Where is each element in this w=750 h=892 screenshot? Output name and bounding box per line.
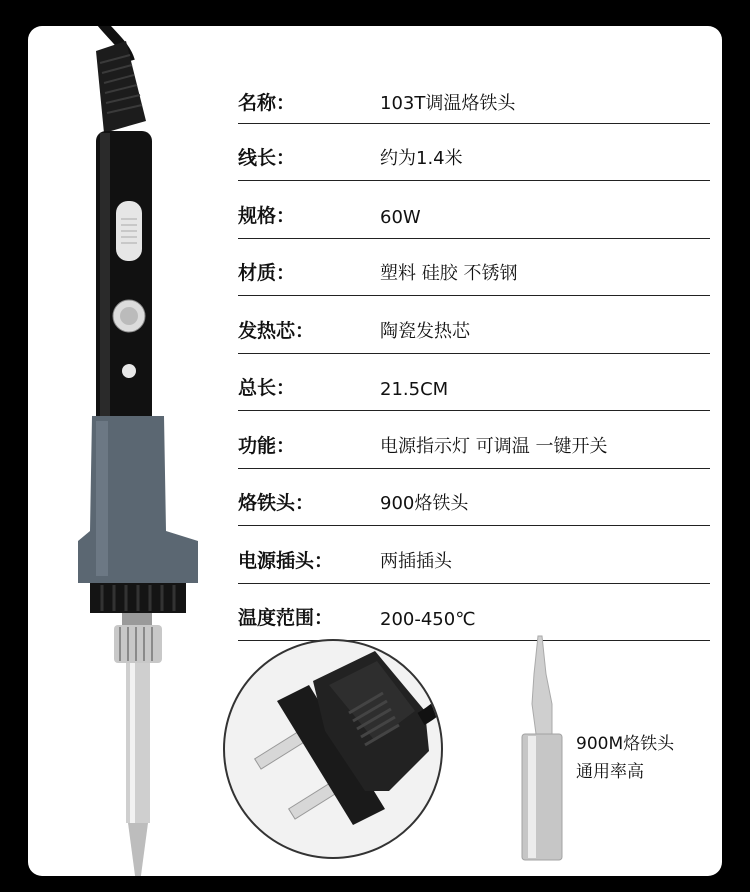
two-pin-plug-icon — [225, 641, 441, 857]
spec-value: 200-450℃ — [380, 609, 476, 630]
spec-value: 两插插头 — [380, 550, 452, 572]
spec-row-total-length — [238, 354, 710, 412]
spec-row-plug — [238, 526, 710, 584]
spec-row-material — [238, 239, 710, 297]
spec-value: 约为1.4米 — [380, 148, 463, 169]
soldering-tip-image — [516, 634, 568, 864]
spec-row-power — [238, 181, 710, 239]
tip-caption — [576, 730, 674, 786]
spec-value: 塑料 硅胶 不锈钢 — [380, 263, 518, 284]
spec-label: 烙铁头： — [238, 492, 315, 514]
spec-label: 总长： — [238, 377, 296, 399]
spec-row-name — [238, 66, 710, 124]
spec-label: 功能： — [238, 434, 296, 457]
spec-row-heating-core — [238, 296, 710, 354]
spec-label: 电源插头： — [238, 549, 334, 572]
spec-label: 发热芯： — [238, 319, 315, 342]
tip-caption-line1: 900M烙铁头 — [576, 734, 675, 754]
spec-row-tip — [238, 469, 710, 527]
soldering-iron-image — [74, 26, 214, 876]
spec-label: 规格： — [238, 204, 296, 227]
spec-label: 材质： — [238, 262, 296, 284]
spec-value: 陶瓷发热芯 — [380, 320, 470, 342]
spec-row-cable-length — [238, 124, 710, 182]
spec-row-temperature — [238, 584, 710, 642]
spec-value: 21.5CM — [380, 379, 449, 400]
spec-value: 60W — [380, 206, 421, 228]
spec-label: 名称： — [238, 91, 296, 114]
spec-table — [238, 66, 710, 641]
spec-value: 900烙铁头 — [380, 493, 469, 514]
spec-row-function — [238, 411, 710, 469]
tip-caption-line2: 通用率高 — [576, 762, 644, 782]
spec-value: 103T调温烙铁头 — [380, 92, 516, 114]
spec-label: 温度范围： — [238, 607, 334, 629]
product-card — [28, 26, 722, 876]
plug-image — [223, 639, 443, 859]
spec-label: 线长： — [238, 147, 296, 169]
spec-value: 电源指示灯 可调温 一键开关 — [380, 435, 608, 457]
